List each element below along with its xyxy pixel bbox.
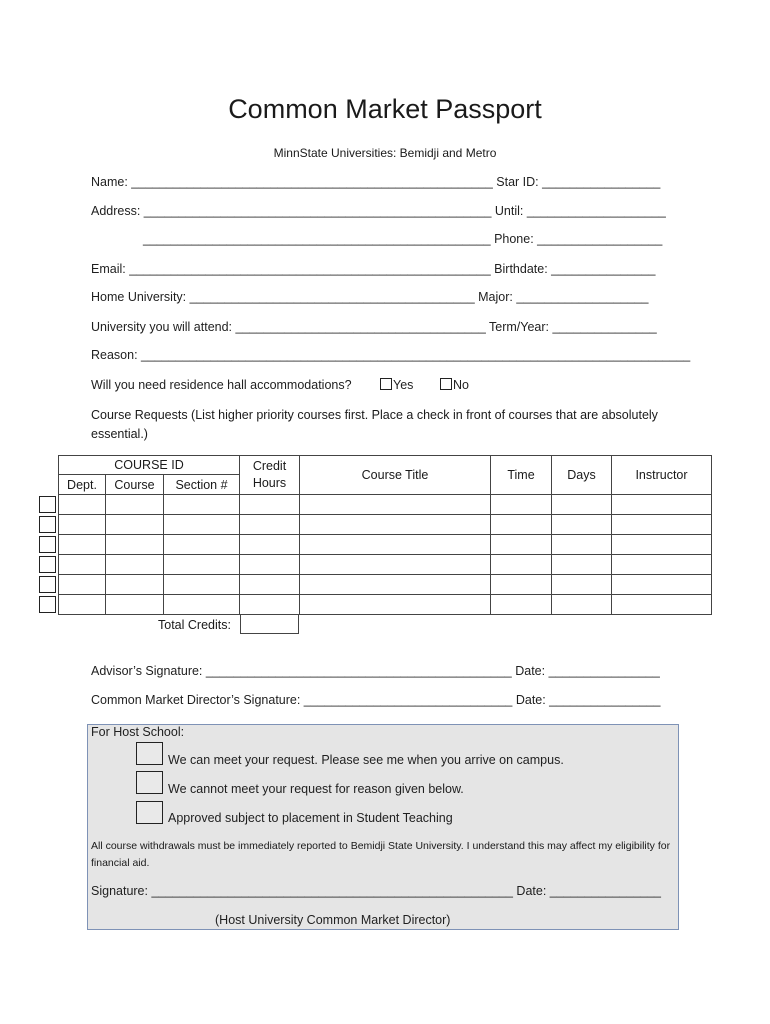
host-option3-label: Approved subject to placement in Student Teaching [168,811,453,825]
residence-yes-option[interactable] [380,378,413,392]
course-requests-instructions: Course Requests (List higher priority courses first. Place a check in front of courses that are absolutely essential.) [91,408,658,441]
host-option2-checkbox[interactable] [136,771,163,794]
email-field[interactable]: Email: ____________________________________________________ Birthdate: _______________ [91,262,656,276]
no-label: No [453,378,469,392]
course-header: Course [106,475,164,495]
days-header: Days [552,456,612,495]
course-title-header: Course Title [300,456,491,495]
advisor-signature-field[interactable]: Advisor’s Signature: ____________________________________________ Date: ________________ [91,664,660,678]
host-school-section [87,724,679,930]
section-header: Section # [164,475,240,495]
host-school-label: For Host School: [91,725,185,739]
hours-label: Hours [252,476,287,490]
residence-no-option[interactable] [440,378,469,392]
name-field[interactable]: Name: ____________________________________________________ Star ID: _________________ [91,175,661,189]
essential-checkbox-1[interactable] [39,496,56,513]
host-director-caption: (Host University Common Market Director) [215,913,451,927]
address-line2-field[interactable]: __________________________________________________ Phone: __________________ [143,232,663,246]
credit-label: Credit [252,459,287,473]
host-option2-label: We cannot meet your request for reason given below. [168,782,464,796]
total-credits-field[interactable] [240,614,299,634]
address-field[interactable]: Address: __________________________________________________ Until: ____________________ [91,204,666,218]
page-subtitle: MinnState Universities: Bemidji and Metro [273,146,497,160]
essential-checkbox-2[interactable] [39,516,56,533]
essential-checkbox-6[interactable] [39,596,56,613]
host-signature-field[interactable]: Signature: ____________________________________________________ Date: ________________ [91,884,662,898]
table-row [59,535,712,555]
reason-field[interactable]: Reason: _______________________________________________________________________________ [91,348,691,362]
host-option1-checkbox[interactable] [136,742,163,765]
instructor-header: Instructor [612,456,712,495]
university-attend-field[interactable]: University you will attend: ____________________________________ Term/Year: _______________ [91,320,657,334]
table-row [59,595,712,615]
essential-checkbox-5[interactable] [39,576,56,593]
yes-label: Yes [393,378,414,392]
table-row [59,575,712,595]
residence-question: Will you need residence hall accommodations? [91,378,352,392]
yes-checkbox[interactable] [380,378,392,390]
page-title: Common Market Passport [228,94,542,124]
essential-checkbox-3[interactable] [39,536,56,553]
table-row [59,555,712,575]
table-row [59,515,712,535]
home-university-field[interactable]: Home University: _________________________________________ Major: ___________________ [91,290,649,304]
table-row [59,495,712,515]
course-id-header: COURSE ID [59,456,240,475]
total-credits-label: Total Credits: [158,618,231,632]
withdrawal-notice: All course withdrawals must be immediately reported to Bemidji State University. I understand this may affect my eligibility for financial aid. [91,840,671,869]
essential-checkbox-4[interactable] [39,556,56,573]
host-option1-label: We can meet your request. Please see me when you arrive on campus. [168,753,564,767]
credit-hours-header [240,456,300,495]
time-header: Time [491,456,552,495]
course-table [58,455,712,615]
no-checkbox[interactable] [440,378,452,390]
dept-header: Dept. [59,475,106,495]
director-signature-field[interactable]: Common Market Director’s Signature: ______________________________ Date: ________________ [91,693,661,707]
host-option3-checkbox[interactable] [136,801,163,824]
